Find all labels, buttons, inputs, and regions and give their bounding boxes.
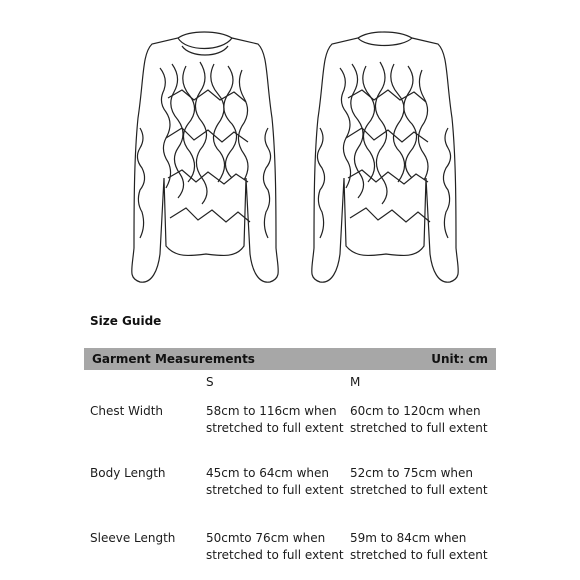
- cell-body-length-m: [350, 465, 488, 499]
- cell-line: stretched to full extent: [206, 548, 344, 562]
- cell-chest-width-m: [350, 403, 488, 437]
- garment-measurements-header: [84, 348, 496, 370]
- column-header-m: M: [350, 375, 361, 389]
- cell-line: 52cm to 75cm when: [350, 466, 474, 480]
- size-guide-title: Size Guide: [90, 314, 162, 328]
- cell-line: stretched to full extent: [350, 483, 488, 497]
- cell-line: stretched to full extent: [350, 548, 488, 562]
- cell-sleeve-length-m: [350, 530, 488, 564]
- cell-line: 60cm to 120cm when: [350, 404, 481, 418]
- cell-sleeve-length-s: [206, 530, 344, 564]
- column-header-s: S: [206, 375, 214, 389]
- header-title: Garment Measurements: [92, 352, 255, 366]
- row-label-body-length: Body Length: [90, 466, 166, 480]
- cell-chest-width-s: [206, 403, 344, 437]
- header-unit: Unit: cm: [431, 352, 488, 366]
- cell-line: 50cmto 76cm when: [206, 531, 326, 545]
- cell-body-length-s: [206, 465, 344, 499]
- cell-line: 45cm to 64cm when: [206, 466, 330, 480]
- garment-front-illustration: [132, 32, 279, 282]
- cell-line: stretched to full extent: [206, 421, 344, 435]
- cell-line: stretched to full extent: [206, 483, 344, 497]
- cell-line: 59m to 84cm when: [350, 531, 467, 545]
- garment-illustrations: [0, 8, 580, 288]
- row-label-sleeve-length: Sleeve Length: [90, 531, 176, 545]
- cell-line: stretched to full extent: [350, 421, 488, 435]
- garment-back-illustration: [312, 32, 459, 282]
- cell-line: 58cm to 116cm when: [206, 404, 337, 418]
- row-label-chest-width: Chest Width: [90, 404, 164, 418]
